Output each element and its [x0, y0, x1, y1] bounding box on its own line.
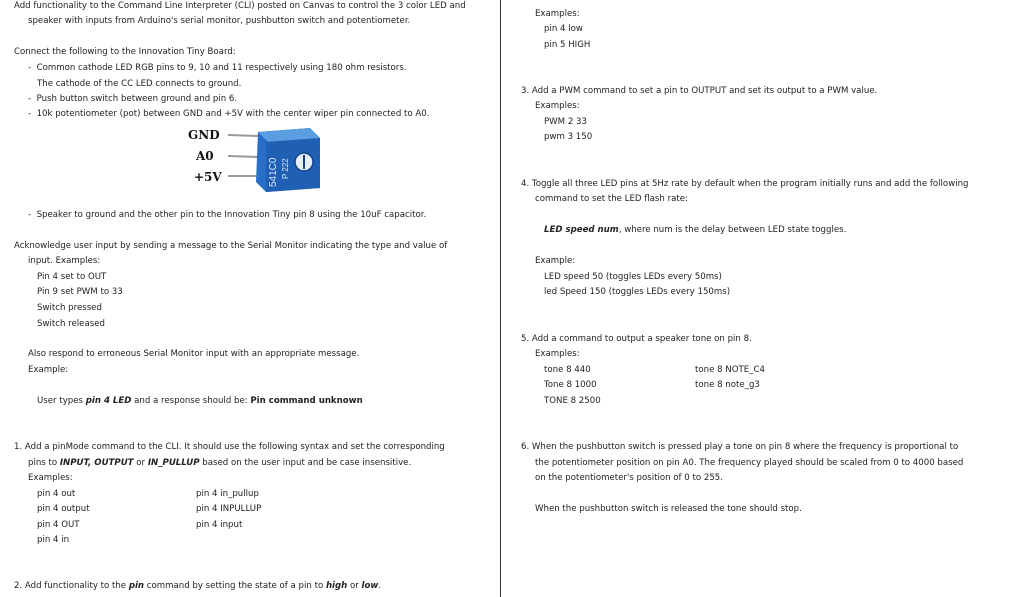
q2-high: high	[325, 581, 348, 591]
user-types-pre: User types	[37, 396, 86, 406]
bullet-2-text: Push button switch between ground and pin 6.	[36, 94, 238, 104]
potentiometer-image	[180, 124, 340, 192]
q2-or: or	[347, 581, 362, 591]
q1-or: or	[133, 458, 148, 468]
ack-line-2: input. Examples:	[28, 256, 101, 266]
q2-line	[14, 580, 381, 592]
q5-example-c1-1: tone 8 440	[544, 365, 591, 375]
user-types-cmd: pin 4 LED	[85, 396, 132, 406]
svg-text:P 222: P 222	[281, 158, 290, 179]
q5-example-c1-2: Tone 8 1000	[544, 380, 597, 390]
q2-pin: pin	[128, 581, 145, 591]
error-example-label: Example:	[28, 365, 69, 375]
q4-example-label: Example:	[535, 256, 576, 266]
speaker-bullet-text: Speaker to ground and the other pin to the Innovation Tiny pin 8 using the 10uF capacitor.	[36, 210, 427, 220]
error-text: Also respond to erroneous Serial Monitor input with an appropriate message.	[28, 349, 360, 359]
q1-example-c1-2: pin 4 output	[37, 504, 90, 514]
ack-example-1: Pin 4 set to OUT	[37, 272, 107, 282]
q1-l2-post: based on the user input and be case insensitive.	[199, 458, 412, 468]
q4-line-2: command to set the LED flash rate:	[535, 194, 688, 204]
q1-example-c2-2: pin 4 INPULLUP	[196, 504, 262, 514]
q6-line-2: the potentiometer position on pin A0. The frequency played should be scaled from 0 to 4000 based	[535, 458, 964, 468]
q4-command-line	[544, 224, 846, 236]
bullet-1-cont: The cathode of the CC LED connects to ground.	[37, 79, 242, 89]
q1-example-c1-1: pin 4 out	[37, 489, 76, 499]
q4-command-post: , where num is the delay between LED state toggles.	[618, 225, 847, 235]
q4-example-1: LED speed 50 (toggles LEDs every 50ms)	[544, 272, 722, 282]
column-divider	[500, 0, 501, 597]
q1-input-output: INPUT, OUTPUT	[59, 458, 134, 468]
q1-example-c2-1: pin 4 in_pullup	[196, 489, 259, 499]
q6-line-3: on the potentiometer's position of 0 to 255.	[535, 473, 724, 483]
q5-examples-label: Examples:	[535, 349, 580, 359]
ack-example-3: Switch pressed	[37, 303, 102, 313]
q1-in-pullup: IN_PULLUP	[147, 458, 200, 468]
q5-line: 5. Add a command to output a speaker tone on pin 8.	[521, 334, 752, 344]
pin-example-1: pin 4 low	[544, 24, 583, 34]
potentiometer-figure	[180, 124, 340, 192]
bullet-2: - Push button switch between ground and pin 6.	[28, 94, 238, 104]
bullet-1: - Common cathode LED RGB pins to 9, 10 and 11 respectively using 180 ohm resistors.	[28, 63, 407, 73]
q1-example-c2-3: pin 4 input	[196, 520, 243, 530]
user-types-response: Pin command unknown	[250, 396, 363, 406]
svg-text:541C0: 541C0	[268, 157, 279, 187]
pin-examples-label: Examples:	[535, 9, 580, 19]
q1-example-c1-4: pin 4 in	[37, 535, 70, 545]
q3-example-2: pwm 3 150	[544, 132, 593, 142]
q2-pre: 2. Add functionality to the	[14, 581, 129, 591]
q1-example-c1-3: pin 4 OUT	[37, 520, 80, 530]
q5-example-c2-2: tone 8 note_g3	[695, 380, 760, 390]
pin-example-2: pin 5 HIGH	[544, 40, 591, 50]
q2-mid: command by setting the state of a pin to	[144, 581, 326, 591]
q3-examples-label: Examples:	[535, 101, 580, 111]
bullet-3-text: 10k potentiometer (pot) between GND and +5V with the center wiper pin connected to A0.	[36, 109, 430, 119]
intro-line-1: Add functionality to the Command Line Interpreter (CLI) posted on Canvas to control the 3 color LED and	[14, 1, 466, 11]
q1-line-2	[28, 457, 411, 469]
q1-examples-label: Examples:	[28, 473, 73, 483]
user-types-line	[37, 395, 363, 407]
q4-line-1: 4. Toggle all three LED pins at 5Hz rate by default when the program initially runs and add the following	[521, 179, 969, 189]
pot-label-gnd: GND	[188, 128, 220, 142]
q4-example-2: led Speed 150 (toggles LEDs every 150ms)	[544, 287, 731, 297]
intro-line-2: speaker with inputs from Arduino's serial monitor, pushbutton switch and potentiometer.	[28, 16, 411, 26]
ack-example-2: Pin 9 set PWM to 33	[37, 287, 123, 297]
ack-example-4: Switch released	[37, 319, 105, 329]
user-types-mid: and a response should be:	[131, 396, 251, 406]
pot-label-a0: A0	[196, 149, 214, 163]
q5-example-c2-1: tone 8 NOTE_C4	[695, 365, 765, 375]
connect-heading: Connect the following to the Innovation Tiny Board:	[14, 47, 236, 57]
q6-release-line: When the pushbutton switch is released the tone should stop.	[535, 504, 802, 514]
q2-low: low	[361, 581, 379, 591]
q1-l2-pre: pins to	[28, 458, 60, 468]
speaker-bullet: - Speaker to ground and the other pin to the Innovation Tiny pin 8 using the 10uF capacitor.	[28, 210, 427, 220]
q3-example-1: PWM 2 33	[544, 117, 587, 127]
pot-label-5v: +5V	[194, 170, 222, 184]
q6-line-1: 6. When the pushbutton switch is pressed play a tone on pin 8 where the frequency is proportional to	[521, 442, 959, 452]
q3-line: 3. Add a PWM command to set a pin to OUTPUT and set its output to a PWM value.	[521, 86, 878, 96]
bullet-3: - 10k potentiometer (pot) between GND and +5V with the center wiper pin connected to A0.	[28, 109, 430, 119]
q1-line-1: 1. Add a pinMode command to the CLI. It should use the following syntax and set the corresponding	[14, 442, 445, 452]
q2-end: .	[378, 581, 382, 591]
bullet-1-text: Common cathode LED RGB pins to 9, 10 and 11 respectively using 180 ohm resistors.	[36, 63, 407, 73]
q4-command: LED speed num	[544, 225, 619, 235]
ack-line-1: Acknowledge user input by sending a message to the Serial Monitor indicating the type and value of	[14, 241, 448, 251]
q5-example-c1-3: TONE 8 2500	[544, 396, 601, 406]
